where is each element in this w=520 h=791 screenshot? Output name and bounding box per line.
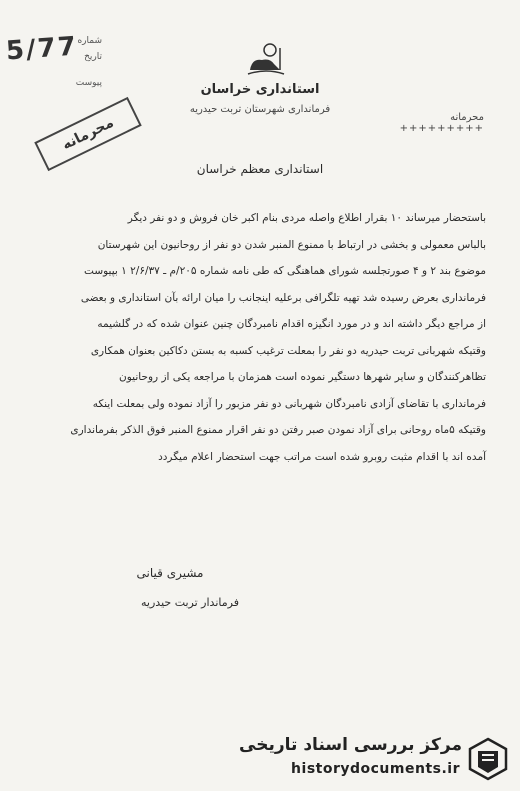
label-attachment: پیوست bbox=[75, 78, 102, 88]
organization-name: استانداری خراسان bbox=[200, 82, 320, 97]
letter-body bbox=[56, 205, 486, 470]
addressee: استانداری معظم خراسان bbox=[196, 162, 324, 176]
body-line: فرمانداری با تقاضای آزادی نامبردگان شهربانی دو نفر مزبور را آزاد نموده ولی بمعلت اینکه bbox=[92, 397, 486, 410]
signature-title: فرماندار تربت حیدریه bbox=[141, 596, 239, 609]
classification-stars: +++++++++ bbox=[399, 123, 484, 134]
document-number: 5/77 bbox=[5, 31, 79, 67]
archive-logo-icon bbox=[466, 737, 510, 781]
document-number-block bbox=[0, 30, 110, 100]
lion-and-sun-emblem-icon bbox=[244, 40, 288, 76]
body-line: فرمانداری بعرض رسیده شد تهیه تلگرافی برعلیه اینجانب را میان ارائه بآن استانداری و بعضی bbox=[80, 291, 486, 304]
classification-block bbox=[384, 112, 484, 134]
classification-label: محرمانه bbox=[450, 112, 484, 123]
body-line: آمده اند با اقدام مثبت روبرو شده است مراتب جهت استحضار اعلام میگردد bbox=[158, 450, 486, 463]
signature-name: مشیری قیانی bbox=[136, 566, 204, 580]
body-line: تظاهرکنندگان و سایر شهرها دستگیر نموده است همزمان با مراجعه یکی از روحانیون bbox=[119, 371, 486, 383]
body-line: از مراجع دیگر داشته اند و در مورد انگیزه اقدام نامبردگان چنین عنوان شده که در گلشیمه bbox=[97, 318, 486, 330]
watermark-title: مرکز بررسی اسناد تاریخی bbox=[239, 735, 462, 755]
body-line: بالباس معمولی و بخشی در ارتباط با ممنوع المنبر شدن دو نفر از روحانیون این شهرستان bbox=[97, 238, 486, 251]
body-line: موضوع بند ۲ و ۴ صورتجلسه شورای هماهنگی که طی نامه شماره ۲۰۵/م ـ ۲/۶/۳۷ ۱ بپیوست bbox=[84, 265, 486, 277]
body-line: وقتیکه شهربانی تربت حیدریه دو نفر را بمعلت ترغیب کسبه به بستن دکاکین بعنوان همکاری bbox=[90, 344, 486, 357]
watermark bbox=[240, 733, 514, 785]
watermark-url: historydocuments.ir bbox=[291, 761, 460, 777]
body-line: باستحضار میرساند ۱۰ بقرار اطلاع واصله مردی بنام اکبر خان فروش و دو نفر دیگر bbox=[127, 212, 486, 224]
label-date: تاریخ bbox=[84, 52, 102, 62]
body-line: وقتیکه ۵ماه روحانی برای آزاد نمودن صبر رفتن دو نفر اقرار ممنوع المنبر فوق الذکر بفرمانداری bbox=[70, 424, 486, 436]
sub-organization-name: فرمانداری شهرستان تربت حیدریه bbox=[189, 104, 331, 115]
confidential-stamp: محرمانه bbox=[34, 97, 142, 171]
label-number: شماره bbox=[77, 36, 102, 46]
